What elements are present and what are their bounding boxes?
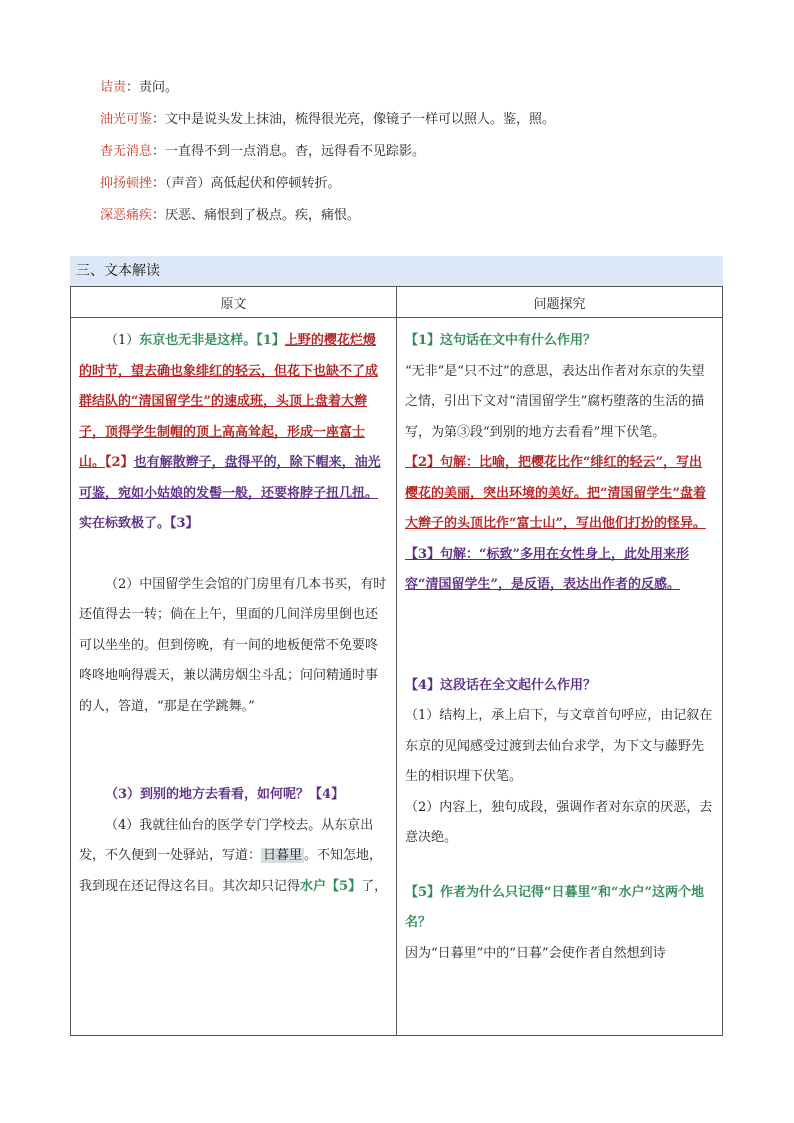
vocab-definition: ：责问。 (126, 80, 179, 95)
annotation-marker: 【5】 (326, 878, 362, 894)
vocab-item (100, 168, 700, 200)
vocab-item (100, 136, 700, 168)
highlighted-sentence: 上野的樱花烂熳的时节，望去确也象绯红的轻云，但花下也缺不了成群结队的“清国留学生”的速成班，头顶上盘着大辫子，顶得学生制帽的顶上高高耸起，形成一座富士山。 (79, 333, 379, 470)
vocabulary-list (100, 72, 700, 232)
column-header-questions: 问题探究 (397, 287, 723, 318)
paragraph-text: 了， (361, 878, 388, 894)
vocab-definition: ：（声音）高低起伏和停顿转折。 (152, 176, 341, 191)
vocab-term: 诘责 (100, 80, 127, 95)
question-cell (397, 318, 723, 1036)
key-sentence: （3）到别的地方去看看，如何呢？ (105, 787, 310, 802)
paragraph-number: （1） (105, 333, 140, 348)
vocab-definition: ：一直得不到一点消息。杳，远得看不见踪影。 (152, 144, 426, 159)
answer-4-content: （2）内容上，独句成段，强调作者对东京的厌恶，去意决绝。 (405, 799, 713, 845)
annotation-marker: 【3】 (170, 516, 199, 531)
paragraph-3 (79, 780, 388, 811)
vocab-term: 杳无消息 (100, 144, 153, 159)
question-1: 【1】这句话在文中有什么作用？ (405, 333, 597, 348)
vocab-definition: ：厌恶、痛恨到了极点。疾，痛恨。 (152, 208, 361, 223)
key-sentence: 东京也无非是这样。 (139, 333, 257, 348)
annotation-marker: 【2】 (105, 455, 134, 470)
annotation-marker: 【4】 (309, 787, 345, 802)
paragraph-4 (79, 811, 388, 903)
sentence-analysis-3: 【3】句解：“标致”多用在女性身上，此处用来形容“清国留学生”，是反语，表达出作者的反感。 (405, 546, 690, 592)
answer-5: 因为“日暮里”中的“日暮”会使作者自然想到诗 (405, 945, 666, 961)
question-4: 【4】这段话在全文起什么作用？ (405, 677, 597, 693)
question-5: 【5】作者为什么只记得“日暮里”和“水户”这两个地名？ (405, 884, 704, 930)
annotation-marker: 【1】 (256, 333, 285, 348)
place-name: 日暮里 (263, 848, 303, 863)
vocab-term: 抑扬顿挫 (100, 176, 153, 191)
answer-1: “无非”是“只不过”的意思，表达出作者对东京的失望之情，引出下文对“清国留学生”腐朽堕落的生活的描写，为第③段“到别的地方去看看”埋下伏笔。 (405, 363, 705, 440)
paragraph-text: 。不知怎地，我到现在还记得这名目。其次却只记得 (79, 848, 383, 894)
vocab-item (100, 104, 700, 136)
place-name: 水户 (300, 878, 327, 894)
original-text-cell (71, 318, 397, 1036)
paragraph-1 (79, 326, 388, 540)
paragraph-2: （2）中国留学生会馆的门房里有几本书买，有时还值得去一转；倘在上午，里面的几间洋房里倒也还可以坐坐的。但到傍晚，有一间的地板便常不免要咚咚咚地响得震天，兼以满房烟尘斗乱；问问精通时事的人，答道，“那是在学跳舞。” (79, 576, 387, 714)
column-header-original: 原文 (71, 287, 397, 318)
text-analysis-table (70, 286, 723, 1036)
section-title: 三、文本解读 (70, 256, 723, 286)
highlighted-sentence: 也有解散辫子，盘得平的，除下帽来，油光可鉴，宛如小姑娘的发髻一般，还要将脖子扭几扭。 (79, 455, 381, 501)
vocab-item (100, 72, 700, 104)
vocab-item (100, 200, 700, 232)
answer-4-structure: （1）结构上，承上启下，与文章首句呼应，由记叙在东京的见闻感受过渡到去仙台求学，为下文与藤野先生的相识埋下伏笔。 (405, 708, 713, 784)
key-phrase: 实在标致极了。 (79, 516, 171, 531)
vocab-term: 深恶痛疾 (100, 208, 153, 223)
paragraph-text: （4）我就往仙台的医学专门学校去。从东京出发，不久便到一处驿站，写道： (79, 817, 374, 863)
vocab-term: 油光可鉴 (100, 112, 153, 127)
vocab-definition: ：文中是说头发上抹油，梳得很光亮，像镜子一样可以照人。鉴，照。 (152, 112, 556, 127)
sentence-analysis-2: 【2】句解：比喻，把樱花比作“绯红的轻云”，写出樱花的美丽，突出环境的美好。把“清国留学生”盘着大辫子的头顶比作“富士山”，写出他们打扮的怪异。 (405, 455, 706, 531)
